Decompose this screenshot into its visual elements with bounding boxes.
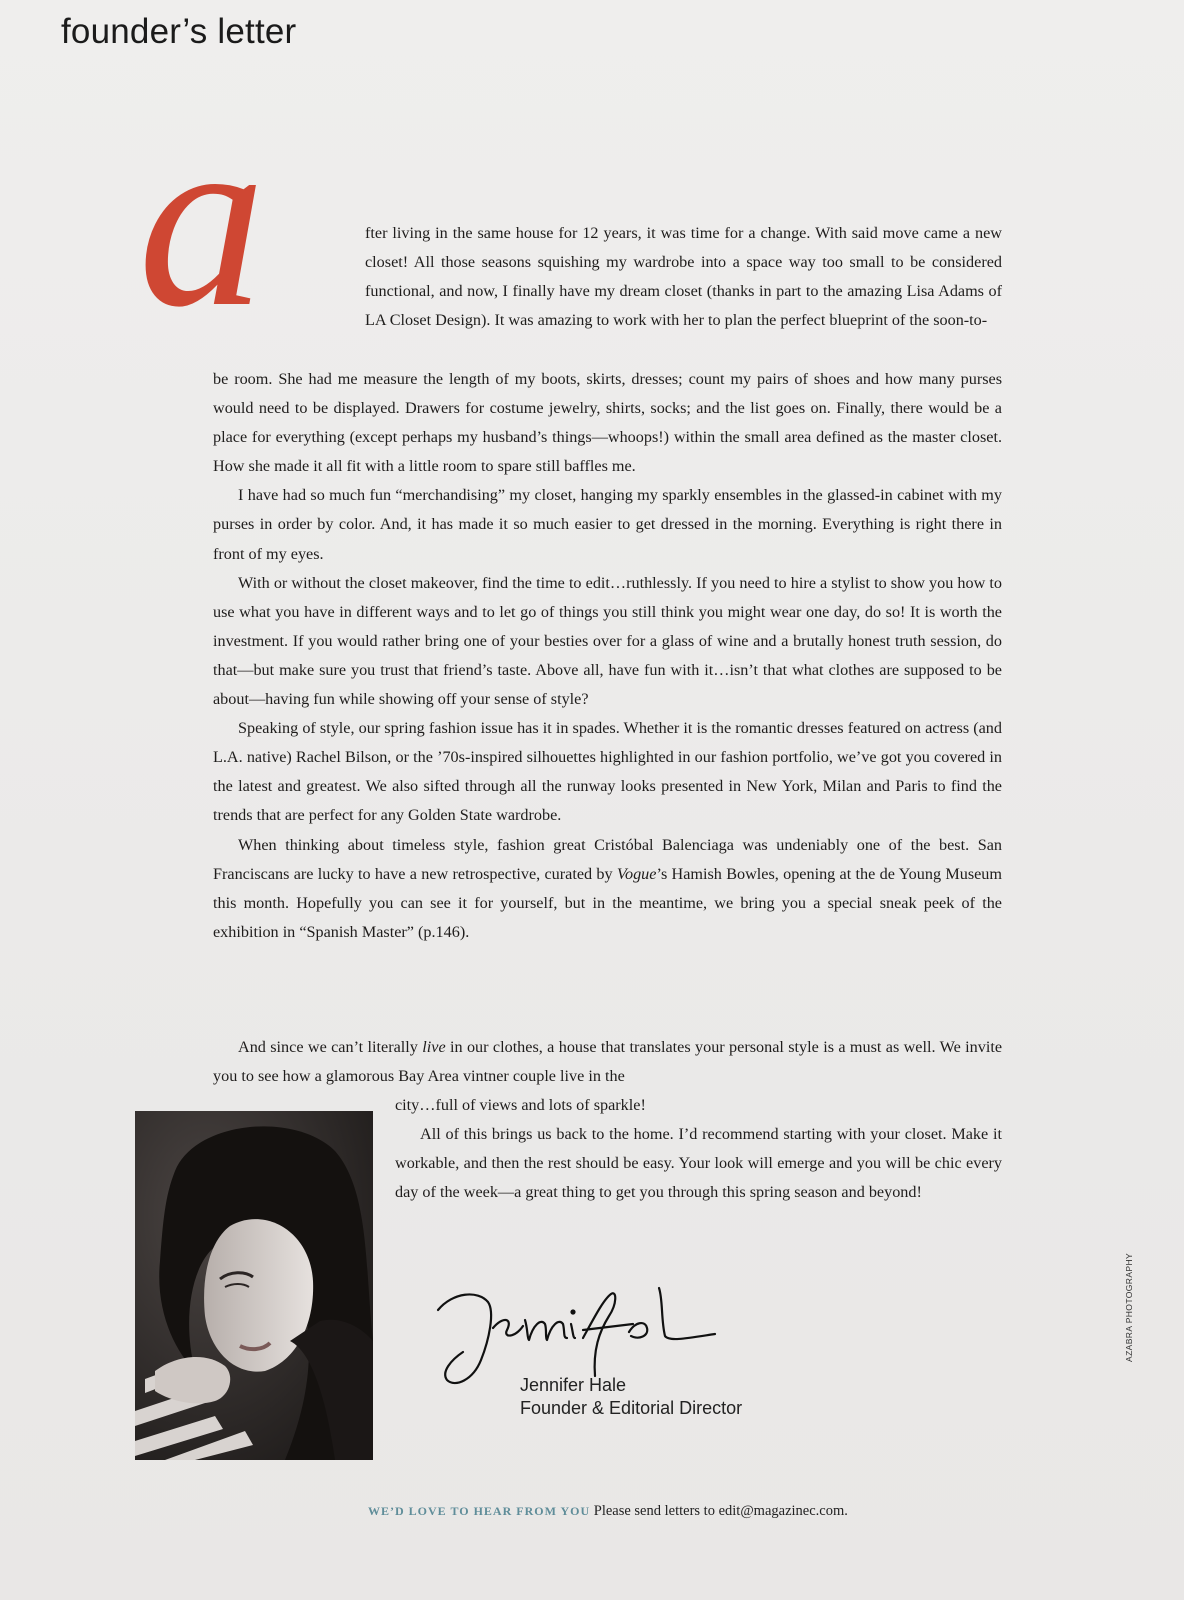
paragraph-5-part-b: ’s Hamish Bowles, opening at the de Young Museum this month. Hopefully you can see it for yourself, but in the meantime, we bring you a special sneak peek of the exhibition in “Spanish Master” (p.146). <box>213 864 1002 941</box>
paragraph-6-part-b: in our clothes, a house that translates your personal style is a must as well. We invite you to see how a glamorous Bay Area vintner couple live in the <box>213 1038 1003 1086</box>
section-title: founder’s letter <box>61 12 297 51</box>
letter-closing <box>395 1091 1002 1207</box>
founder-role: Founder & Editorial Director <box>520 1398 743 1418</box>
photo-credit: AZABRA PHOTOGRAPHY <box>1124 1252 1134 1362</box>
letter-body <box>213 365 1002 947</box>
paragraph-6 <box>213 1033 1002 1091</box>
paragraph-6-part-a: And since we can’t literally <box>238 1038 423 1056</box>
founder-name: Jennifer Hale <box>520 1375 627 1395</box>
drop-cap-letter: a <box>138 78 266 360</box>
footer-text: Please send letters to edit@magazinec.com. <box>593 1503 848 1519</box>
letters-footer <box>368 1503 848 1520</box>
paragraph-6-wide <box>213 1033 1002 1091</box>
letter-opening-lines <box>365 219 1002 335</box>
paragraph-5-part-a: When thinking about timeless style, fashion great Cristóbal Balenciaga was undeniably one of the best. San Franciscans are lucky to have a new retrospective, curated by <box>213 835 1002 883</box>
paragraph-5 <box>213 831 1002 947</box>
paragraph-7: All of this brings us back to the home. I’d recommend starting with your closet. Make it workable, and then the rest should be easy. Your look will emerge and you will be chic every day of the week—a great thing to get you through this spring season and beyond! <box>395 1125 1002 1202</box>
founder-portrait-photo <box>135 1111 373 1460</box>
paragraph-1-opening: fter living in the same house for 12 years, it was time for a change. With said move came a new closet! All those seasons squishing my wardrobe into a space way too small to be considered functional, and now, I finally have my dream closet (thanks in part to the amazing Lisa Adams of LA Closet Design). It was amazing to work with her to plan the perfect blueprint of the soon-to- <box>365 224 1002 330</box>
paragraph-6-end: city…full of views and lots of sparkle! <box>395 1096 646 1114</box>
vogue-italic: Vogue <box>616 864 657 883</box>
footer-cta: WE’D LOVE TO HEAR FROM YOU <box>368 1504 591 1518</box>
live-italic: live <box>422 1038 446 1056</box>
paragraph-1-continued: be room. She had me measure the length of my boots, skirts, dresses; count my pairs of shoes and how many purses would need to be displayed. Drawers for costume jewelry, shirts, socks; and the list goes on. Finally, there would be a place for everything (except perhaps my husband’s things—whoops!) within the small area defined as the master closet. How she made it all fit with a little room to spare still baffles me. <box>213 370 1002 476</box>
signature-block <box>520 1374 742 1420</box>
paragraph-3: With or without the closet makeover, find the time to edit…ruthlessly. If you need to hire a stylist to show you how to use what you have in different ways and to let go of things you still think you might wear one day, do so! It is worth the investment. If you would rather bring one of your besties over for a glass of wine and a brutally honest truth session, do that—but make sure you trust that friend’s taste. Above all, have fun with it…isn’t that what clothes are supposed to be about—having fun while showing off your sense of style? <box>213 573 1002 709</box>
paragraph-2: I have had so much fun “merchandising” my closet, hanging my sparkly ensembles in the glassed-in cabinet with my purses in order by color. And, it has made it so much easier to get dressed in the morning. Everything is right there in front of my eyes. <box>213 486 1002 563</box>
paragraph-4: Speaking of style, our spring fashion issue has it in spades. Whether it is the romantic dresses featured on actress (and L.A. native) Rachel Bilson, or the ’70s-inspired silhouettes highlighted in our fashion portfolio, we’ve got you covered in the latest and greatest. We also sifted through all the runway looks presented in New York, Milan and Paris to find the trends that are perfect for any Golden State wardrobe. <box>213 719 1002 825</box>
